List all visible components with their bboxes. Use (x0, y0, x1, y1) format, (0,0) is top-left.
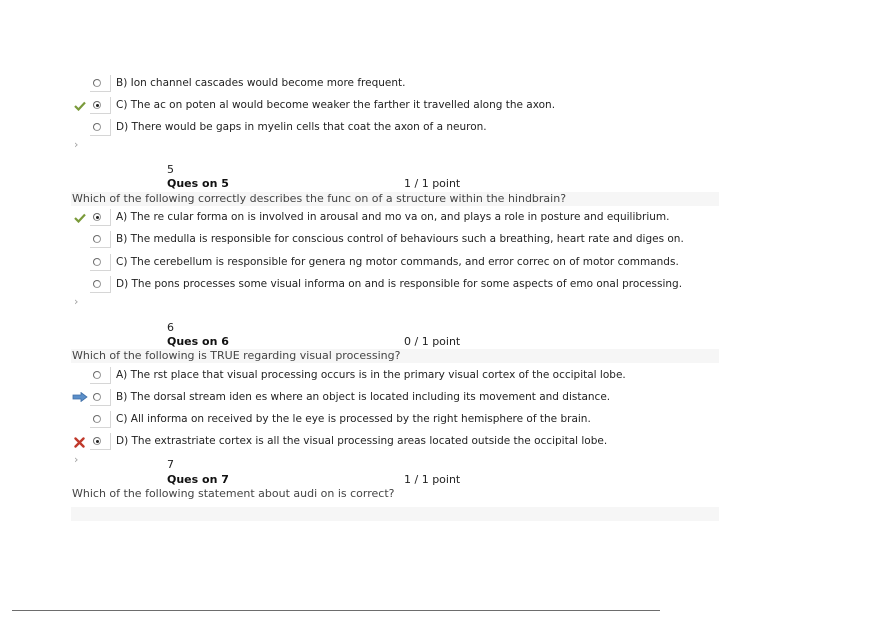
option-q4-c[interactable]: C) The ac on poten al would become weaker the farther it travelled along the axon. (116, 99, 556, 111)
check-icon (74, 213, 86, 223)
radio-q4-c[interactable] (93, 101, 101, 109)
radio-q6-a[interactable] (93, 371, 101, 379)
question-number: 6 (167, 321, 174, 334)
question-title: Ques on 7 (167, 473, 229, 486)
question-title: Ques on 6 (167, 335, 229, 348)
option-q5-a[interactable]: A) The re cular forma on is involved in arousal and mo va on, and plays a role in posture and equilibrium. (116, 211, 670, 223)
question-points: 0 / 1 point (404, 335, 461, 348)
radio-q4-d[interactable] (93, 123, 101, 131)
question-text: Which of the following correctly describes the func on of a structure within the hindbrain? (72, 192, 567, 205)
option-q4-b[interactable]: B) Ion channel cascades would become more frequent. (116, 77, 406, 89)
footer-divider (12, 610, 660, 611)
option-q5-d[interactable]: D) The pons processes some visual informa on and is responsible for some aspects of emo onal processing. (116, 278, 683, 290)
chevron-right-icon[interactable]: › (74, 295, 79, 308)
arrow-right-icon (72, 392, 88, 402)
question-number: 5 (167, 163, 174, 176)
question-points: 1 / 1 point (404, 473, 461, 486)
question-number: 7 (167, 458, 174, 471)
radio-q6-c[interactable] (93, 415, 101, 423)
option-q6-a[interactable]: A) The rst place that visual processing occurs is in the primary visual cortex of the occipital lobe. (116, 369, 626, 381)
radio-q6-d[interactable] (93, 437, 101, 445)
option-q5-b[interactable]: B) The medulla is responsible for conscious control of behaviours such a breathing, heart rate and diges on. (116, 233, 684, 245)
question-text: Which of the following statement about audi on is correct? (72, 487, 395, 500)
radio-q5-c[interactable] (93, 258, 101, 266)
chevron-right-icon[interactable]: › (74, 453, 79, 466)
radio-q6-b[interactable] (93, 393, 101, 401)
question-points: 1 / 1 point (404, 177, 461, 190)
option-q6-c[interactable]: C) All informa on received by the le eye is processed by the right hemisphere of the brain. (116, 413, 591, 425)
cross-icon (74, 437, 85, 448)
option-q4-d[interactable]: D) There would be gaps in myelin cells that coat the axon of a neuron. (116, 121, 487, 133)
check-icon (74, 101, 86, 111)
question-title: Ques on 5 (167, 177, 229, 190)
option-q6-b[interactable]: B) The dorsal stream iden es where an object is located including its movement and distance. (116, 391, 611, 403)
question-text: Which of the following is TRUE regarding visual processing? (72, 349, 401, 362)
question-text-band (71, 507, 719, 521)
radio-q5-d[interactable] (93, 280, 101, 288)
option-q5-c[interactable]: C) The cerebellum is responsible for genera ng motor commands, and error correc on of motor commands. (116, 256, 679, 268)
option-q6-d[interactable]: D) The extrastriate cortex is all the visual processing areas located outside the occipital lobe. (116, 435, 608, 447)
radio-q5-b[interactable] (93, 235, 101, 243)
radio-q5-a[interactable] (93, 213, 101, 221)
chevron-right-icon[interactable]: › (74, 138, 79, 151)
radio-q4-b[interactable] (93, 79, 101, 87)
